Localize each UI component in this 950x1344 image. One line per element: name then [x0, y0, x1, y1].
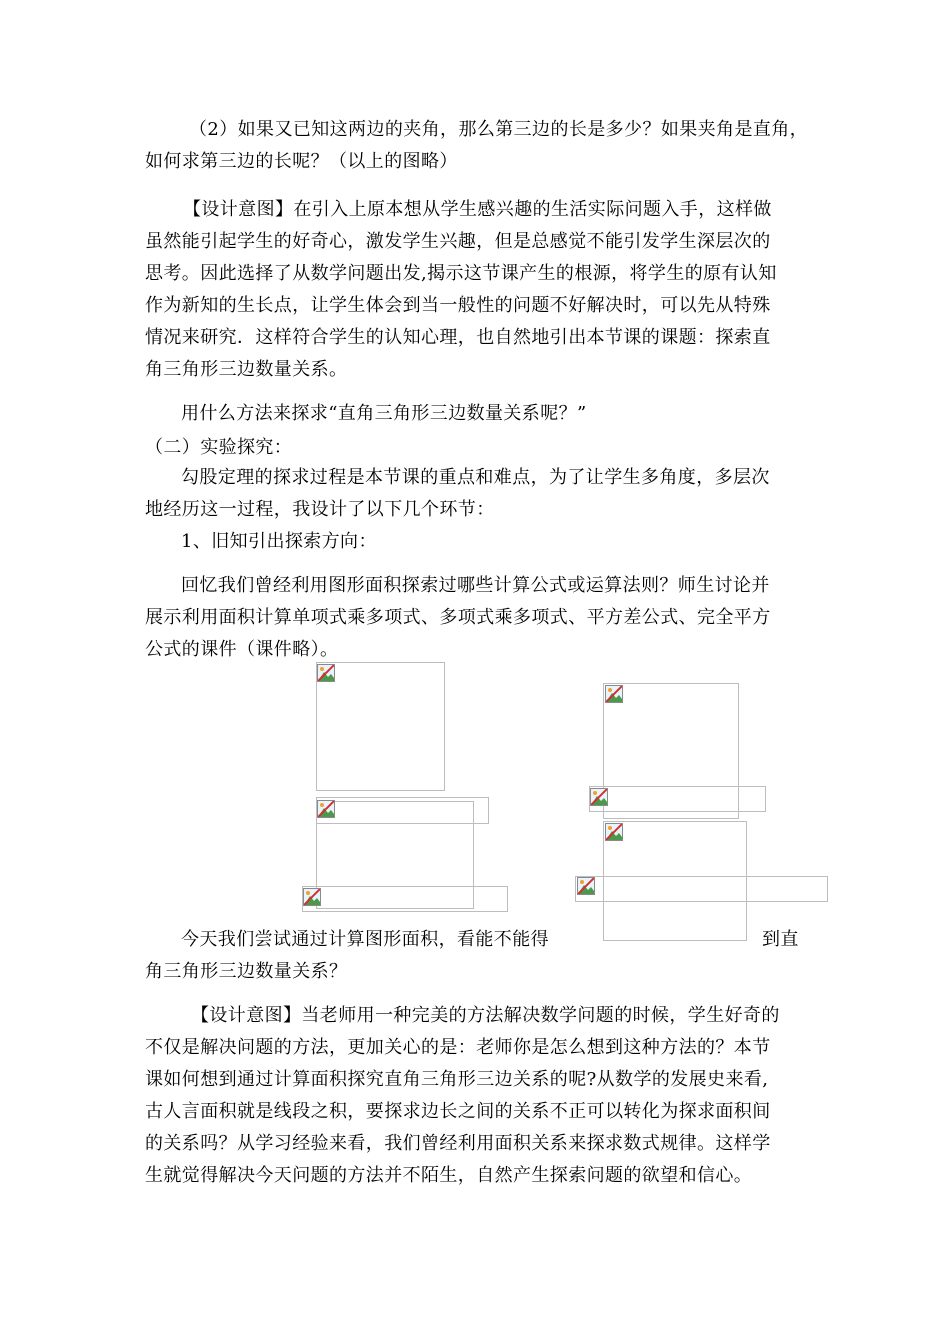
text-line: 课如何想到通过计算面积探究直角三角形三边关系的呢?从数学的发展史来看,: [145, 1069, 769, 1090]
text-line: 展示利用面积计算单项式乘多项式、多项式乘多项式、平方差公式、完全平方: [145, 607, 771, 628]
text-line: 古人言面积就是线段之积，要探求边长之间的关系不正可以转化为探求面积间: [145, 1101, 771, 1122]
text-line: 不仅是解决问题的方法，更加关心的是：老师你是怎么想到这种方法的？本节: [145, 1037, 771, 1058]
text-line: （2）如果又已知这两边的夹角，那么第三边的长是多少？如果夹角是直角，: [189, 119, 809, 140]
list-item-label: 1、旧知引出探索方向：: [181, 531, 377, 552]
section-heading: （二）实验探究：: [145, 437, 293, 458]
broken-image-icon: [577, 877, 595, 895]
text-line: 作为新知的生长点，让学生体会到当一般性的问题不好解决时，可以先从特殊: [145, 295, 771, 316]
text-line: 虽然能引起学生的好奇心，激发学生兴趣，但是总感觉不能引发学生深层次的: [145, 231, 771, 252]
image-placeholder: [302, 886, 508, 912]
text-line: 情况来研究．这样符合学生的认知心理，也自然地引出本节课的课题：探索直: [145, 327, 771, 348]
broken-image-icon: [605, 823, 623, 841]
text-line: 思考。因此选择了从数学问题出发,揭示这节课产生的根源，将学生的原有认知: [145, 263, 777, 284]
text-line: 回忆我们曾经利用图形面积探索过哪些计算公式或运算法则？师生讨论并: [181, 575, 770, 596]
broken-image-icon: [605, 685, 623, 703]
image-placeholder: [316, 662, 445, 791]
text-line: 【设计意图】在引入上原本想从学生感兴趣的生活实际问题入手，这样做: [183, 199, 772, 220]
text-line-end: 到直: [762, 929, 799, 950]
broken-image-icon: [303, 888, 321, 906]
broken-image-icon: [590, 788, 608, 806]
broken-image-icon: [317, 800, 335, 818]
image-placeholder: [589, 786, 766, 812]
text-line: 【设计意图】当老师用一种完美的方法解决数学问题的时候，学生好奇的: [191, 1005, 780, 1026]
text-line: 角三角形三边数量关系？: [145, 961, 348, 982]
text-line: 生就觉得解决今天问题的方法并不陌生，自然产生探索问题的欲望和信心。: [145, 1165, 753, 1186]
text-line-start: 今天我们尝试通过计算图形面积，看能不能得: [181, 929, 549, 950]
text-line: 用什么方法来探求“直角三角形三边数量关系呢？”: [181, 403, 587, 424]
text-line: 勾股定理的探求过程是本节课的重点和难点，为了让学生多角度，多层次: [181, 467, 770, 488]
broken-image-icon: [317, 664, 335, 682]
text-line: 如何求第三边的长呢？（以上的图略）: [145, 151, 458, 172]
text-line: 角三角形三边数量关系。: [145, 359, 348, 380]
image-placeholder: [575, 876, 828, 902]
text-line: 公式的课件（课件略）。: [145, 639, 339, 660]
text-line: 的关系吗？从学习经验来看，我们曾经利用面积关系来探求数式规律。这样学: [145, 1133, 771, 1154]
text-line: 地经历这一过程，我设计了以下几个环节：: [145, 499, 495, 520]
